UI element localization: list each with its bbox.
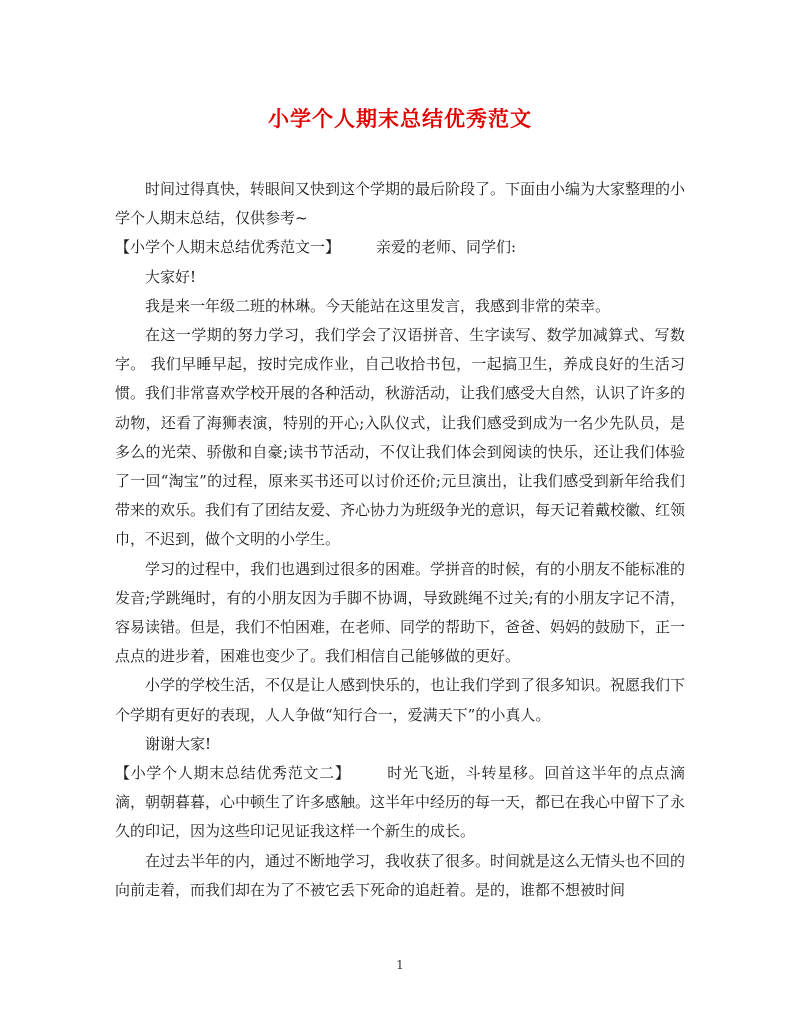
- paragraph: 在这一学期的努力学习，我们学会了汉语拼音、生字读写、数学加减算式、写数字。 我们早睡早起，按时完成作业，自己收拾书包，一起搞卫生，养成良好的生活习惯。我们非常喜欢学校开展的各种活动，秋游活动，让我们感受大自然，认识了许多的动物，还看了海狮表演，特别的开心;入队仪式，让我们感受到成为一名少先队员，是多么的光荣、骄傲和自豪;读书节活动，不仅让我们体会到阅读的快乐，还让我们体验了一回“淘宝”的过程，原来买书还可以讨价还价;元旦演出，让我们感受到新年给我们带来的欢乐。我们有了团结友爱、齐心协力为班级争光的意识，每天记着戴校徽、红领巾，不迟到，做个文明的小学生。: [115, 326, 686, 549]
- document-title: 小学个人期末总结优秀范文: [268, 106, 532, 131]
- section-1-title: 【小学个人期末总结优秀范文一】: [115, 238, 341, 257]
- section-2-lead: 时光飞逝，斗转星移。回首这半年的点点滴滴，朝朝暮暮，心中顿生了许多感触。这半年中经历的每一天，都已在我心中留下了永久的印记，因为这些印记见证我这样一个新生的成长。: [115, 764, 686, 841]
- paragraph: 谢谢大家!: [145, 734, 212, 753]
- section-heading-1: [115, 233, 685, 262]
- section-1-greeting: 亲爱的老师、同学们:: [376, 238, 517, 257]
- section-heading-2: [115, 759, 685, 847]
- section-2-title: 【小学个人期末总结优秀范文二】: [115, 764, 351, 783]
- paragraph: 大家好!: [145, 267, 197, 286]
- paragraph: 学习的过程中，我们也遇到过很多的困难。学拼音的时候，有的小朋友不能标准的发音;学跳绳时，有的小朋友因为手脚不协调，导致跳绳不过关;有的小朋友字记不清，容易读错。但是，我们不怕困难，在老师、同学的帮助下，爸爸、妈妈的鼓励下，正一点点的进步着，困难也变少了。我们相信自己能够做的更好。: [115, 559, 686, 666]
- document-body: [115, 175, 685, 905]
- paragraph: 在过去半年的内，通过不断地学习，我收获了很多。时间就是这么无情头也不回的向前走着，而我们却在为了不被它丢下死命的追赶着。是的，谁都不想被时间: [115, 851, 686, 899]
- page-number: 1: [396, 958, 404, 972]
- intro-paragraph: 时间过得真快，转眼间又快到这个学期的最后阶段了。下面由小编为大家整理的小学个人期末总结，仅供参考~: [115, 180, 686, 228]
- paragraph: 小学的学校生活，不仅是让人感到快乐的，也让我们学到了很多知识。祝愿我们下个学期有更好的表现，人人争做“知行合一，爱满天下”的小真人。: [115, 676, 686, 724]
- paragraph: 我是来一年级二班的林琳。今天能站在这里发言，我感到非常的荣幸。: [145, 296, 611, 315]
